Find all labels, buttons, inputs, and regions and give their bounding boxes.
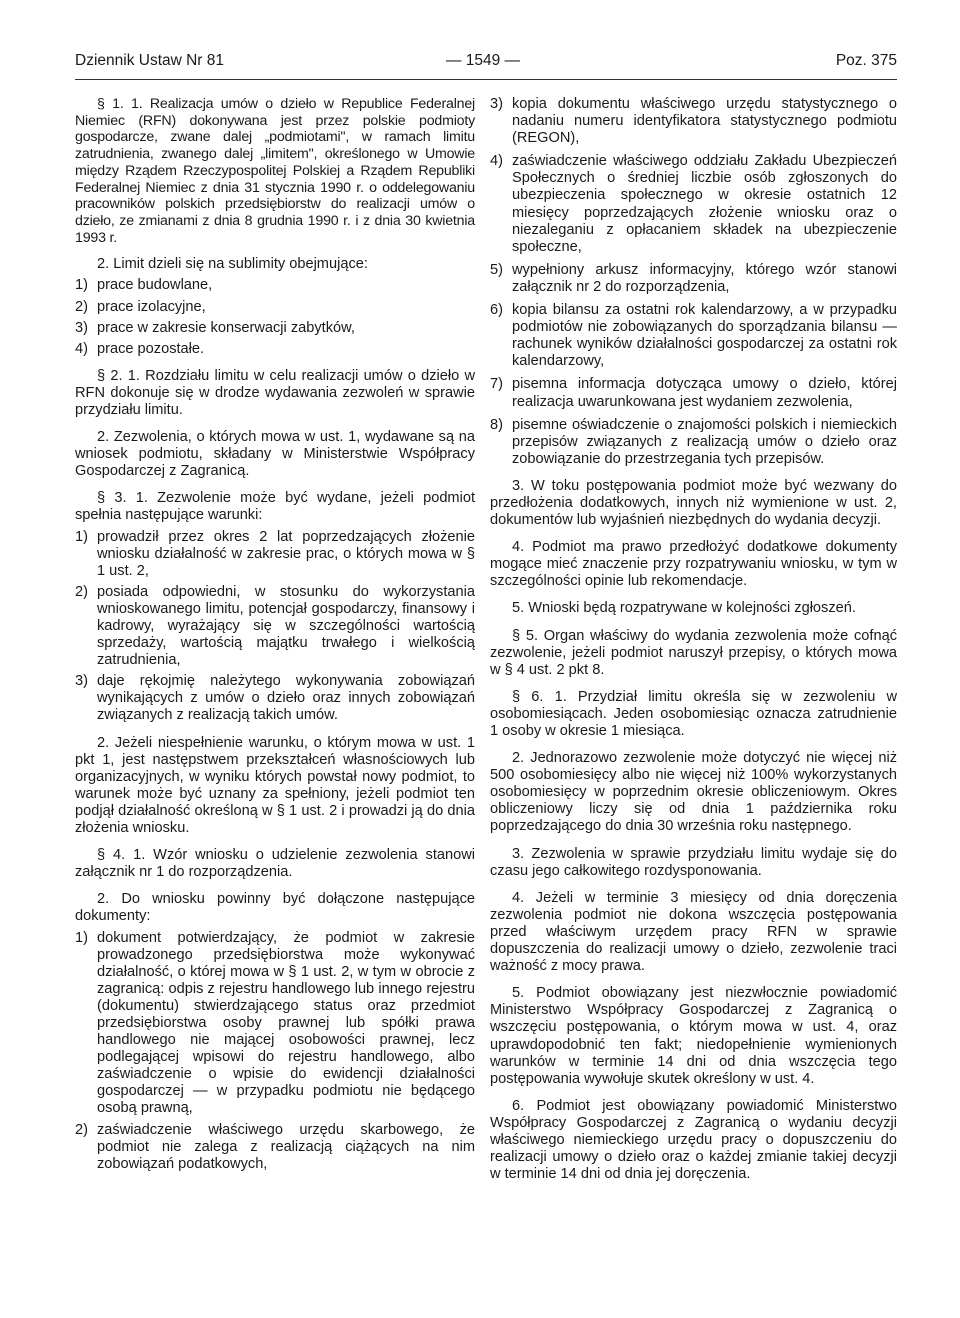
list-item: 2) posiada odpowiedni, w stosunku do wykorzystania wnioskowanego limitu, potencjał gospodarczy, finansowy i kadrowy, wyrażający się w szczególności wartością sprzedaży, wartością majątku trwałego i wielkością zatrudnienia, — [75, 583, 475, 669]
documents-list — [75, 930, 475, 1173]
list-item: 3) kopia dokumentu właściwego urzędu statystycznego o nadaniu numeru identyfikatora statystycznego podmiotu (REGON), — [490, 96, 897, 147]
list-item: 7) pisemna informacja dotycząca umowy o dzieło, której realizacja uwarunkowana jest wydaniem zezwolenia, — [490, 376, 897, 410]
paragraph-s3-1: § 3. 1. Zezwolenie może być wydane, jeżeli podmiot spełnia następujące warunki: — [75, 490, 475, 524]
paragraph-s6-1: § 6. 1. Przydział limitu określa się w zezwoleniu w osobomiesiącach. Jeden osobomiesiąc oznacza zatrudnienie 1 osoby w okresie 1 miesiąca. — [490, 688, 897, 739]
page-header — [75, 52, 897, 72]
list-item: 8) pisemne oświadczenie o znajomości polskich i niemieckich przepisów związanych z realizacją umów o dzieło oraz zobowiązanie do przestrzegania tych przepisów. — [490, 416, 897, 467]
paragraph-s6-6: 6. Podmiot jest obowiązany powiadomić Ministerstwo Współpracy Gospodarczej z Zagranicą o wydaniu decyzji właściwego niemieckiego urzędu pracy o dopuszczeniu do realizacji umowy o dzieło oraz o każdej zmianie takiej decyzji w terminie 14 dni od dnia jej doręczenia. — [490, 1097, 897, 1183]
list-item: 4) prace pozostałe. — [75, 340, 205, 357]
paragraph-s4-3: 3. W toku postępowania podmiot może być wezwany do przedłożenia dodatkowych, innych niż wymienione w ust. 2, dokumentów lub wyjaśnień niezbędnych do wydania decyzji. — [490, 477, 897, 529]
list-item: 1) prowadził przez okres 2 lat poprzedzających złożenie wniosku działalność w zakresie prac, o których mowa w § 1 ust. 2, — [75, 528, 475, 579]
paragraph-s6-2: 2. Jednorazowo zezwolenie może dotyczyć nie więcej niż 500 osobomiesięcy albo nie więcej niż 100% wykorzystanych osobomiesięcy w poprzednim okresie obliczeniowym. Okres obliczeniowy liczy się od dnia 1 października roku poprzedzającego do dnia 30 września roku następnego. — [490, 750, 897, 835]
paragraph-s4-4: 4. Podmiot ma prawo przedłożyć dodatkowe dokumenty mogące mieć znaczenie przy rozpatrywaniu wniosku, w tym w szczególności opinie lub rekomendacje. — [490, 539, 897, 590]
documents-list-continued — [490, 96, 897, 468]
list-item: 2) prace izolacyjne, — [75, 298, 206, 315]
position-number: Poz. 375 — [835, 52, 897, 69]
conditions-list — [75, 529, 475, 725]
list-item: 1) dokument potwierdzający, że podmiot w zakresie prowadzonego przedsiębiorstwa może wykonywać działalność, o której mowa w § 1 ust. 2, w tym w obrocie z zagranicą: odpis z rejestru handlowego lub innego rejestru (dokumentu) stwierdzającego status oraz przedmiot przedsiębiorstwa osoby prawnej lub spółki prawa handlowego nie mającej osobowości prawnej, lecz podlegającej wpisowi do rejestru handlowego, albo zaświadczenie o wpisie do ewidencji działalności gospodarczej — w przypadku podmiotu nie będącego osobą prawną, — [75, 929, 475, 1117]
right-column — [490, 96, 897, 1183]
paragraph-s6-3: 3. Zezwolenia w sprawie przydziału limitu wydaje się do czasu jego całkowitego rozdysponowania. — [490, 845, 897, 879]
paragraph-s4-1: § 4. 1. Wzór wniosku o udzielenie zezwolenia stanowi załącznik nr 1 do rozporządzenia. — [75, 847, 475, 881]
paragraph-s4-5: 5. Wnioski będą rozpatrywane w kolejności zgłoszeń. — [512, 600, 856, 617]
paragraph-s3-2: 2. Jeżeli niespełnienie warunku, o którym mowa w ust. 1 pkt 1, jest następstwem przekształceń własnościowych lub organizacyjnych, w wyniku których powstał nowy podmiot, to warunek może być uznany za spełniony, jeżeli podmiot ten podjął działalność określoną w § 1 ust. 2 i prowadzi ją do dnia złożenia wniosku. — [75, 734, 475, 837]
paragraph-s5: § 5. Organ właściwy do wydania zezwolenia może cofnąć zezwolenie, jeżeli podmiot naruszył przepisy, o których mowa w § 4 ust. 2 pkt 8. — [490, 627, 897, 678]
header-rule — [75, 79, 897, 80]
page-number: — 1549 — — [445, 52, 521, 69]
list-item: 4) zaświadczenie właściwego oddziału Zakładu Ubezpieczeń Społecznych o średniej liczbie osób zgłoszonych do ubezpieczenia społecznego w okresie ostatnich 12 miesięcy poprzedzających złożenie wniosku oraz o niezaleganiu z opłacaniem składek na ubezpieczenie społeczne, — [490, 153, 897, 255]
journal-title: Dziennik Ustaw Nr 81 — [75, 52, 225, 69]
paragraph-s1-2: 2. Limit dzieli się na sublimity obejmujące: — [97, 256, 368, 273]
paragraph-s6-4: 4. Jeżeli w terminie 3 miesięcy od dnia doręczenia zezwolenia podmiot nie dokona wszczęcia postępowania przed właściwym urzędem pracy RFN w sprawie dopuszczenia do realizacji umowy o dzieło, zezwolenie traci ważność z mocy prawa. — [490, 889, 897, 975]
list-item: 3) prace w zakresie konserwacji zabytków, — [75, 319, 355, 336]
paragraph-s6-5: 5. Podmiot obowiązany jest niezwłocznie powiadomić Ministerstwo Współpracy Gospodarczej z Zagranicą o wszczęciu postępowania, o którym mowa w ust. 4, oraz uprawdopodobnić ten fakt; niedopełnienie wymienionych warunków w terminie 14 dni od dnia wszczęcia tego postępowania wywołuje skutek określony w ust. 4. — [490, 985, 897, 1087]
paragraph-s2-2: 2. Zezwolenia, o których mowa w ust. 1, wydawane są na wniosek podmiotu, składany w Ministerstwie Współpracy Gospodarczej z Zagranicą. — [75, 429, 475, 480]
left-column — [75, 96, 475, 1173]
list-item: 5) wypełniony arkusz informacyjny, którego wzór stanowi załącznik nr 2 do rozporządzenia, — [490, 261, 897, 295]
list-item: 3) daje rękojmię należytego wykonywania zobowiązań wynikających z umów o dzieło oraz innych zobowiązań związanych z realizacją takich umów. — [75, 673, 475, 724]
paragraph-s2-1: § 2. 1. Rozdziału limitu w celu realizacji umów o dzieło w RFN dokonuje się w drodze wydawania zezwoleń w sprawie przydziału limitu. — [75, 367, 475, 418]
list-item: 6) kopia bilansu za ostatni rok kalendarzowy, a w przypadku podmiotów nie zobowiązanych do sporządzania bilansu — rachunek wyników działalności gospodarczej za ostatni rok kalendarzowy, — [490, 302, 897, 370]
paragraph-s1-1: § 1. 1. Realizacja umów o dzieło w Republice Federalnej Niemiec (RFN) dokonywana jest przez polskie podmioty gospodarcze, zwane dalej „podmiotami", w ramach limitu zatrudnienia, zwanego dalej „limitem", określonego w Umowie między Rządem Rzeczypospolitej Polskiej a Rządem Republiki Federalnej Niemiec z dnia 31 stycznia 1990 r. o oddelegowaniu pracowników polskich przedsiębiorstw do realizacji umów o dzieło, ze zmianami z dnia 8 grudnia 1990 r. i z dnia 30 kwietnia 1993 r. — [75, 96, 475, 246]
list-item: 2) zaświadczenie właściwego urzędu skarbowego, że podmiot nie zalega z realizacją ciążących na nim zobowiązań podatkowych, — [75, 1121, 475, 1172]
sublimit-list — [75, 277, 475, 357]
paragraph-s4-2: 2. Do wniosku powinny być dołączone następujące dokumenty: — [75, 891, 475, 925]
list-item: 1) prace budowlane, — [75, 277, 213, 294]
